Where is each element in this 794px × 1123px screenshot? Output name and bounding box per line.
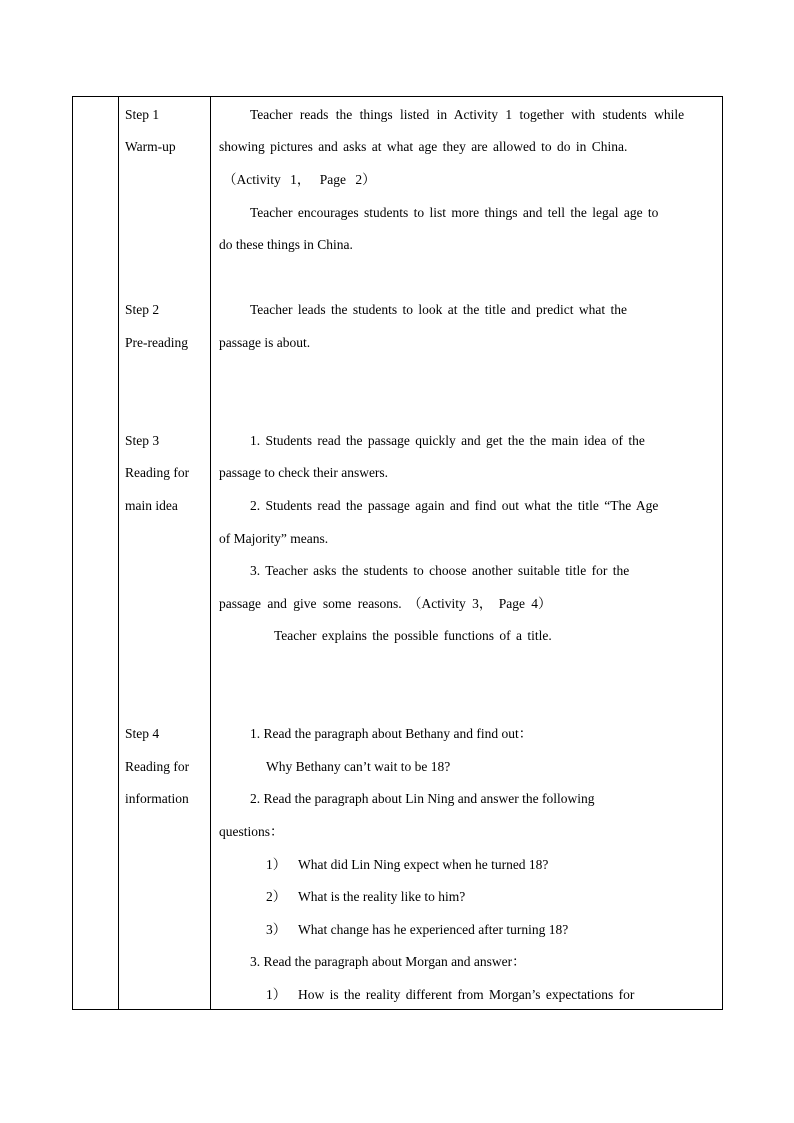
- step4-question: What change has he experienced after turning 18?: [298, 922, 569, 937]
- question-marker: 1）: [266, 857, 287, 872]
- step1-line: do these things in China.: [219, 237, 353, 252]
- step3-line: passage to check their answers.: [219, 465, 389, 480]
- step4-subtitle: Reading for: [125, 759, 190, 774]
- step1-line: showing pictures and asks at what age they are allowed to do in China.: [219, 139, 628, 154]
- step4-question: How is the reality different from Morgan’s expectations for: [298, 987, 635, 1002]
- step1-line: Teacher encourages students to list more things and tell the legal age to: [250, 205, 659, 220]
- step4-line: Why Bethany can’t wait to be 18?: [266, 759, 451, 774]
- step4-line: 1. Read the paragraph about Bethany and find out：: [250, 726, 533, 741]
- step3-subtitle: main idea: [125, 498, 178, 513]
- step1-activity-ref: （Activity 1， Page 2）: [223, 172, 376, 187]
- step4-question: What did Lin Ning expect when he turned 18?: [298, 857, 549, 872]
- question-marker: 2）: [266, 889, 287, 904]
- step3-line: 3. Teacher asks the students to choose another suitable title for the: [250, 563, 630, 578]
- step4-line: 2. Read the paragraph about Lin Ning and answer the following: [250, 791, 595, 806]
- step3-label: Step 3: [125, 433, 160, 448]
- step2-subtitle: Pre-reading: [125, 335, 188, 350]
- step2-line: passage is about.: [219, 335, 311, 350]
- column-divider-left: [118, 97, 119, 1009]
- step1-label: Step 1: [125, 107, 160, 122]
- step4-label: Step 4: [125, 726, 160, 741]
- step3-line: of Majority” means.: [219, 531, 329, 546]
- step3-line: Teacher explains the possible functions of a title.: [274, 628, 552, 643]
- step3-line: 2. Students read the passage again and find out what the title “The Age: [250, 498, 659, 513]
- step1-line: Teacher reads the things listed in Activity 1 together with students while: [250, 107, 685, 122]
- step2-line: Teacher leads the students to look at the title and predict what the: [250, 302, 627, 317]
- step4-line: questions：: [219, 824, 284, 839]
- question-marker: 3）: [266, 922, 287, 937]
- lesson-plan-table: [72, 96, 723, 1010]
- step4-subtitle: information: [125, 791, 189, 806]
- step3-subtitle: Reading for: [125, 465, 190, 480]
- question-marker: 1）: [266, 987, 287, 1002]
- step2-label: Step 2: [125, 302, 160, 317]
- column-divider-right: [210, 97, 211, 1009]
- step3-line: passage and give some reasons. （Activity 3， Page 4）: [219, 596, 552, 611]
- step3-line: 1. Students read the passage quickly and get the the main idea of the: [250, 433, 645, 448]
- step4-question: What is the reality like to him?: [298, 889, 466, 904]
- step1-subtitle: Warm-up: [125, 139, 176, 154]
- step4-line: 3. Read the paragraph about Morgan and answer：: [250, 954, 526, 969]
